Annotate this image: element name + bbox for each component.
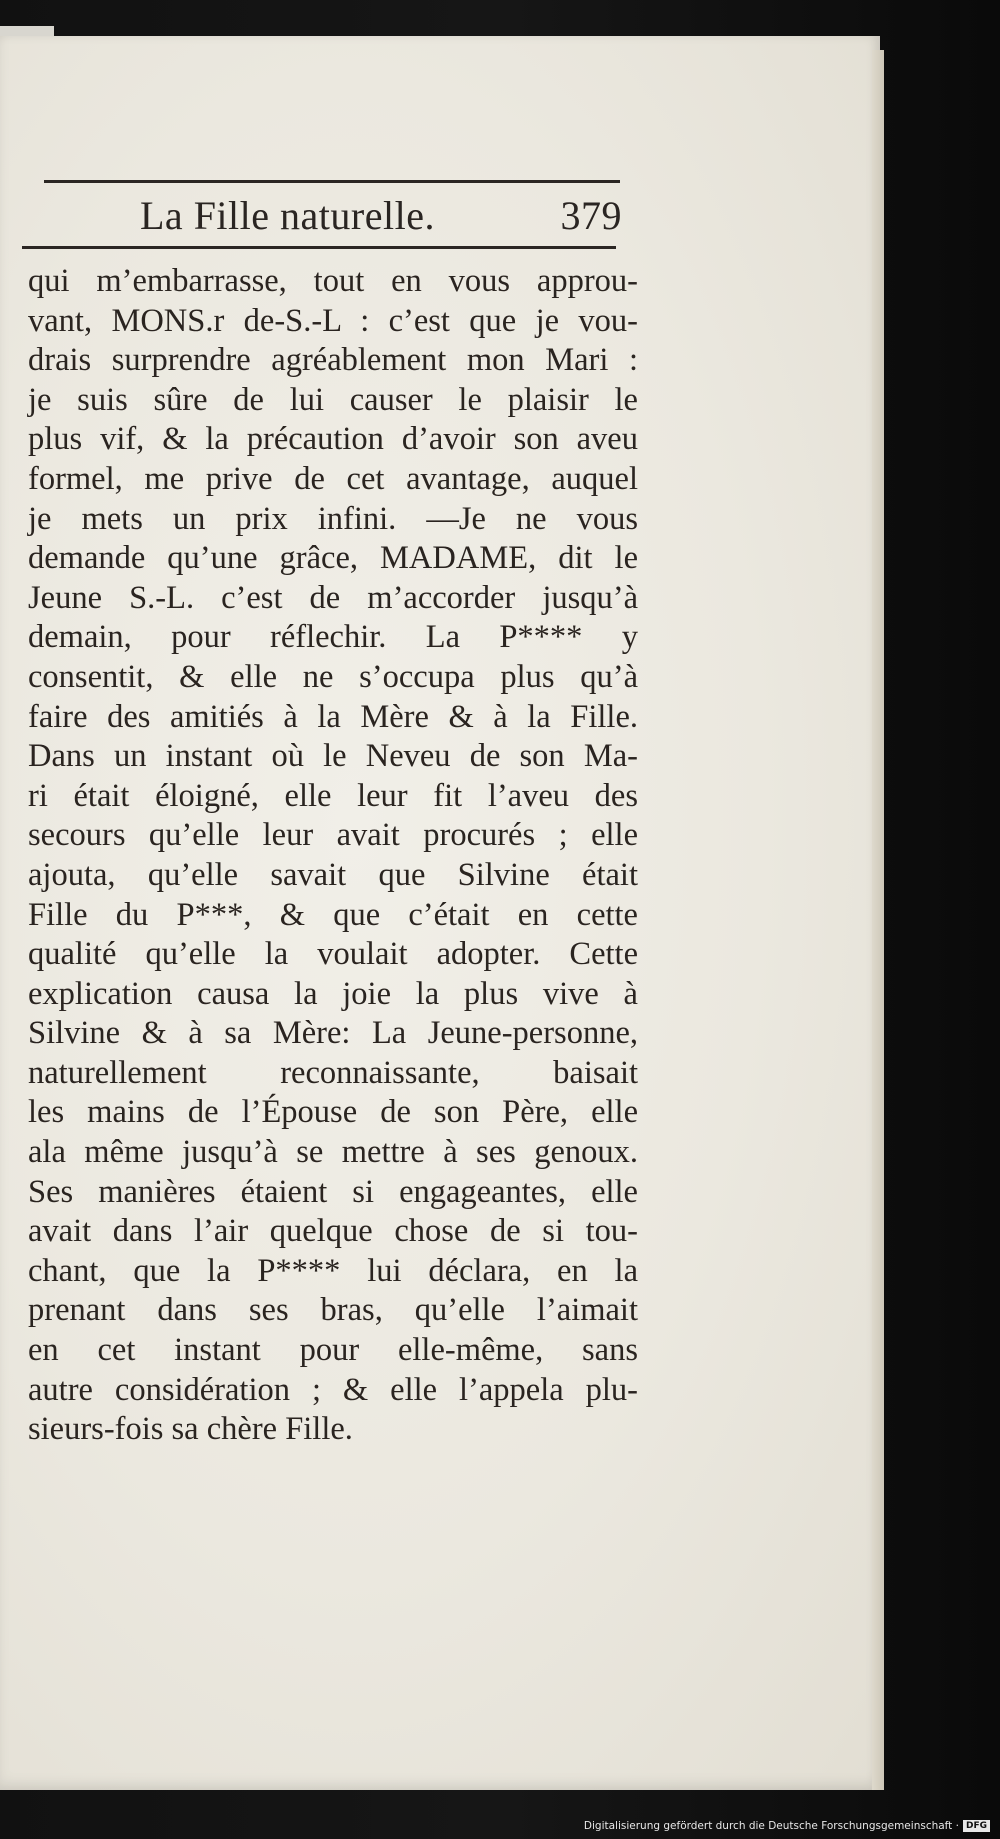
page-edge-right (872, 50, 884, 1790)
text-line: prenant dans ses bras, qu’elle l’aimait (28, 1292, 638, 1329)
text-line: avait dans l’air quelque chose de si tou- (28, 1213, 638, 1250)
text-line: Dans un instant où le Neveu de son Ma- (28, 738, 638, 775)
text-line: plus vif, & la précaution d’avoir son aveu (28, 421, 638, 458)
text-line: qui m’embarrasse, tout en vous approu- (28, 263, 638, 299)
text-line: ala même jusqu’à se mettre à ses genoux. (28, 1134, 638, 1171)
text-line: je mets un prix infini. —Je ne vous (28, 500, 638, 537)
body-text (28, 262, 638, 1450)
text-line: ri était éloigné, elle leur fit l’aveu des (28, 777, 638, 814)
dfg-logo: DFG (963, 1820, 990, 1832)
text-line: en cet instant pour elle-même, sans (28, 1332, 638, 1369)
running-head (140, 186, 620, 246)
text-line: demande qu’une grâce, MADAME, dit le (28, 540, 638, 577)
text-line: sieurs-fois sa chère Fille. (28, 1411, 353, 1448)
running-title: La Fille naturelle. (140, 193, 435, 238)
text-line: explication causa la joie la plus vive à (28, 975, 638, 1012)
header-rule-top (44, 180, 620, 183)
text-line: les mains de l’Épouse de son Père, elle (28, 1094, 638, 1131)
text-line: ajouta, qu’elle savait que Silvine était (28, 856, 638, 893)
text-line: drais surprendre agréablement mon Mari : (28, 342, 638, 379)
text-line: demain, pour réflechir. La P**** y (28, 619, 638, 656)
digitization-credit (584, 1820, 990, 1832)
page-edge (0, 26, 54, 36)
text-line: autre considération ; & elle l’appela plu- (28, 1371, 638, 1408)
header-rule-bottom (22, 246, 616, 249)
text-line: Jeune S.-L. c’est de m’accorder jusqu’à (28, 579, 638, 616)
text-line: Silvine & à sa Mère: La Jeune-personne, (28, 1015, 638, 1052)
credit-text: Digitalisierung gefördert durch die Deutsche Forschungsgemeinschaft · (583, 1820, 959, 1832)
text-line: Ses manières étaient si engageantes, elle (28, 1173, 638, 1210)
text-line: je suis sûre de lui causer le plaisir le (28, 381, 638, 418)
text-line: Fille du P***, & que c’était en cette (28, 896, 638, 933)
text-line: consentit, & elle ne s’occupa plus qu’à (28, 658, 638, 695)
text-line: naturellement reconnaissante, baisait (28, 1054, 638, 1091)
text-line: qualité qu’elle la voulait adopter. Cette (28, 936, 638, 973)
text-line: vant, MONS.r de-S.-L : c’est que je vou- (28, 302, 638, 339)
text-line: faire des amitiés à la Mère & à la Fille. (28, 698, 638, 735)
text-line: formel, me prive de cet avantage, auquel (28, 460, 638, 497)
text-line: secours qu’elle leur avait procurés ; elle (28, 817, 638, 854)
page-number: 379 (560, 193, 622, 238)
text-line: chant, que la P**** lui déclara, en la (28, 1252, 638, 1289)
